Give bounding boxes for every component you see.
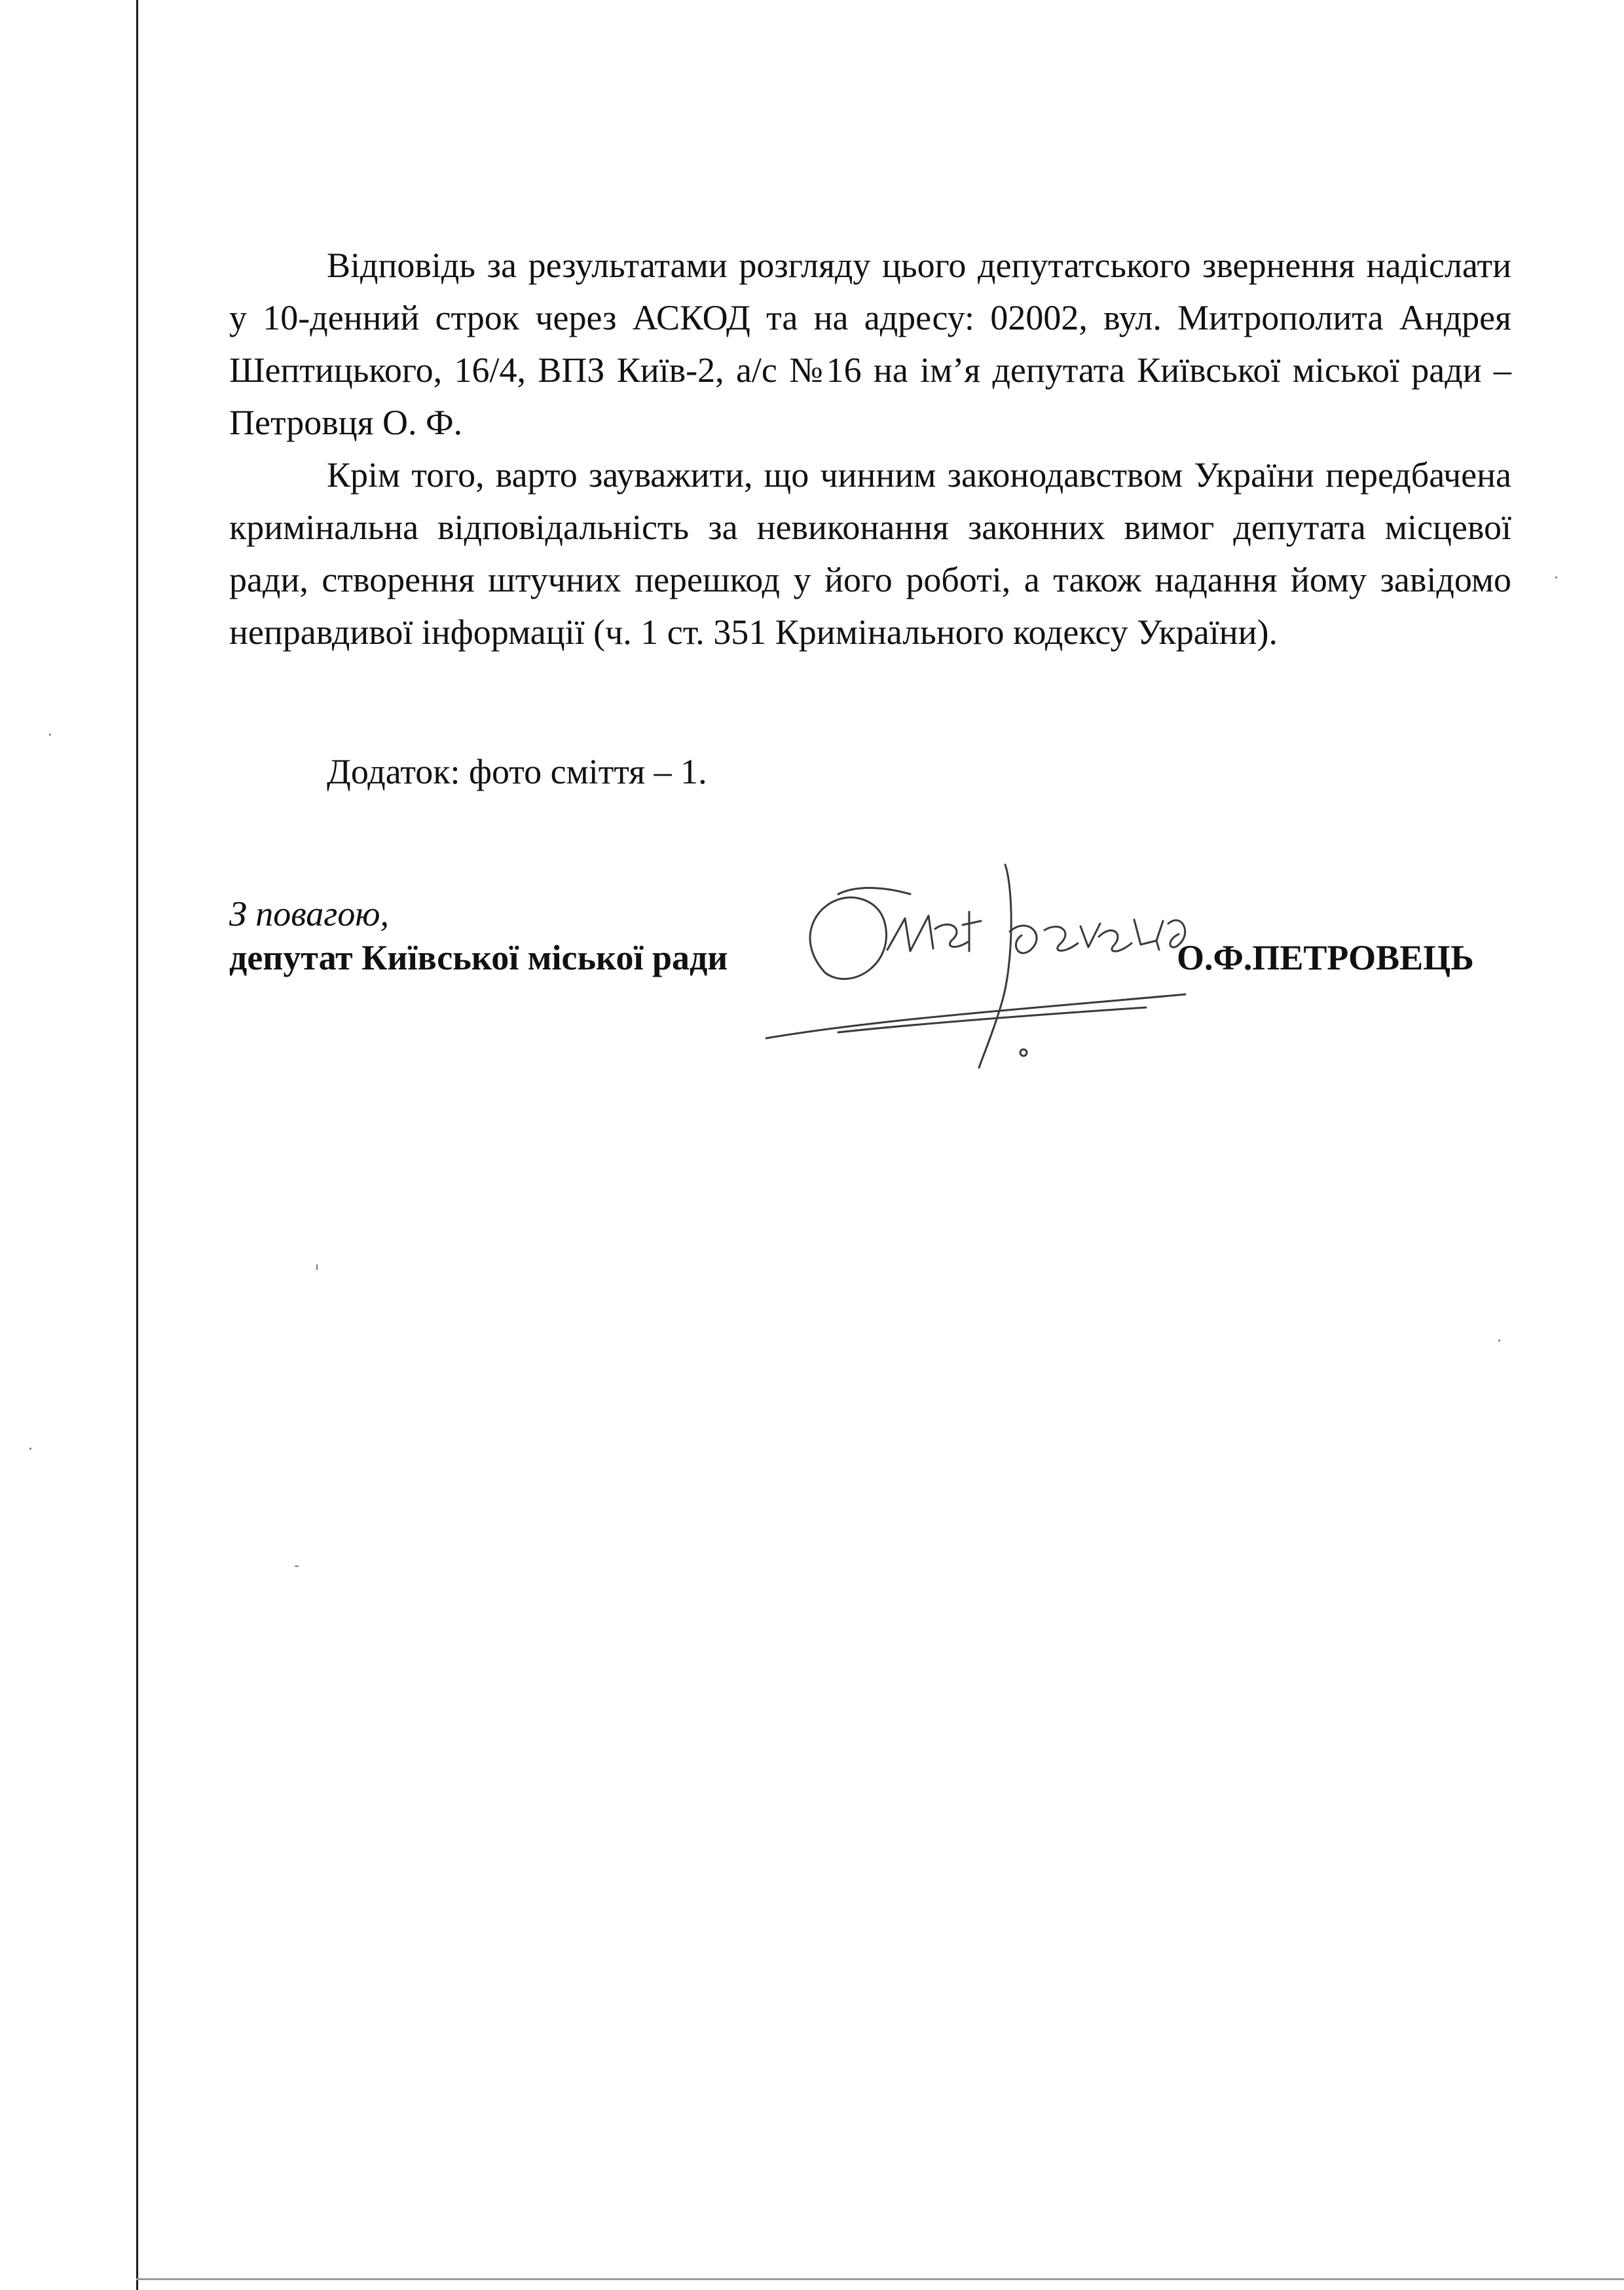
attachment-line: Додаток: фото сміття – 1. (327, 752, 707, 791)
closing-phrase: З повагою, (229, 894, 389, 933)
handwritten-signature (753, 858, 1211, 1094)
liability-warning-paragraph: Крім того, варто зауважити, що чинним законодавством України передбачена кримінальна відповідальність за невиконання законних вимог депутата місцевої ради, створення штучних перешкод у його роботі, а також надання йому завідомо неправдивої інформації (ч. 1 ст. 351 Кримінального кодексу України). (229, 455, 1511, 652)
scan-bottom-line (136, 2278, 1624, 2280)
reply-instructions-paragraph: Відповідь за результатами розгляду цього депутатського звернення надіслати у 10-денний строк через АСКОД та на адресу: 02002, вул. Митрополита Андрея Шептицького, 16/4, ВПЗ Київ-2, а/с №16 на ім’я депутата Київської міської ради – Петровця О. Ф. (229, 246, 1511, 442)
scan-speck (316, 1264, 318, 1270)
scan-speck (29, 1448, 31, 1450)
scan-speck (295, 1566, 299, 1567)
scan-speck (1555, 576, 1557, 578)
signer-name: О.Ф.ПЕТРОВЕЦЬ (1177, 938, 1474, 977)
scan-speck (1498, 1340, 1500, 1342)
scan-edge-line (136, 0, 138, 2290)
signer-position: депутат Київської міської ради (229, 938, 728, 977)
letter-body (229, 239, 1511, 658)
scan-speck (49, 734, 51, 736)
